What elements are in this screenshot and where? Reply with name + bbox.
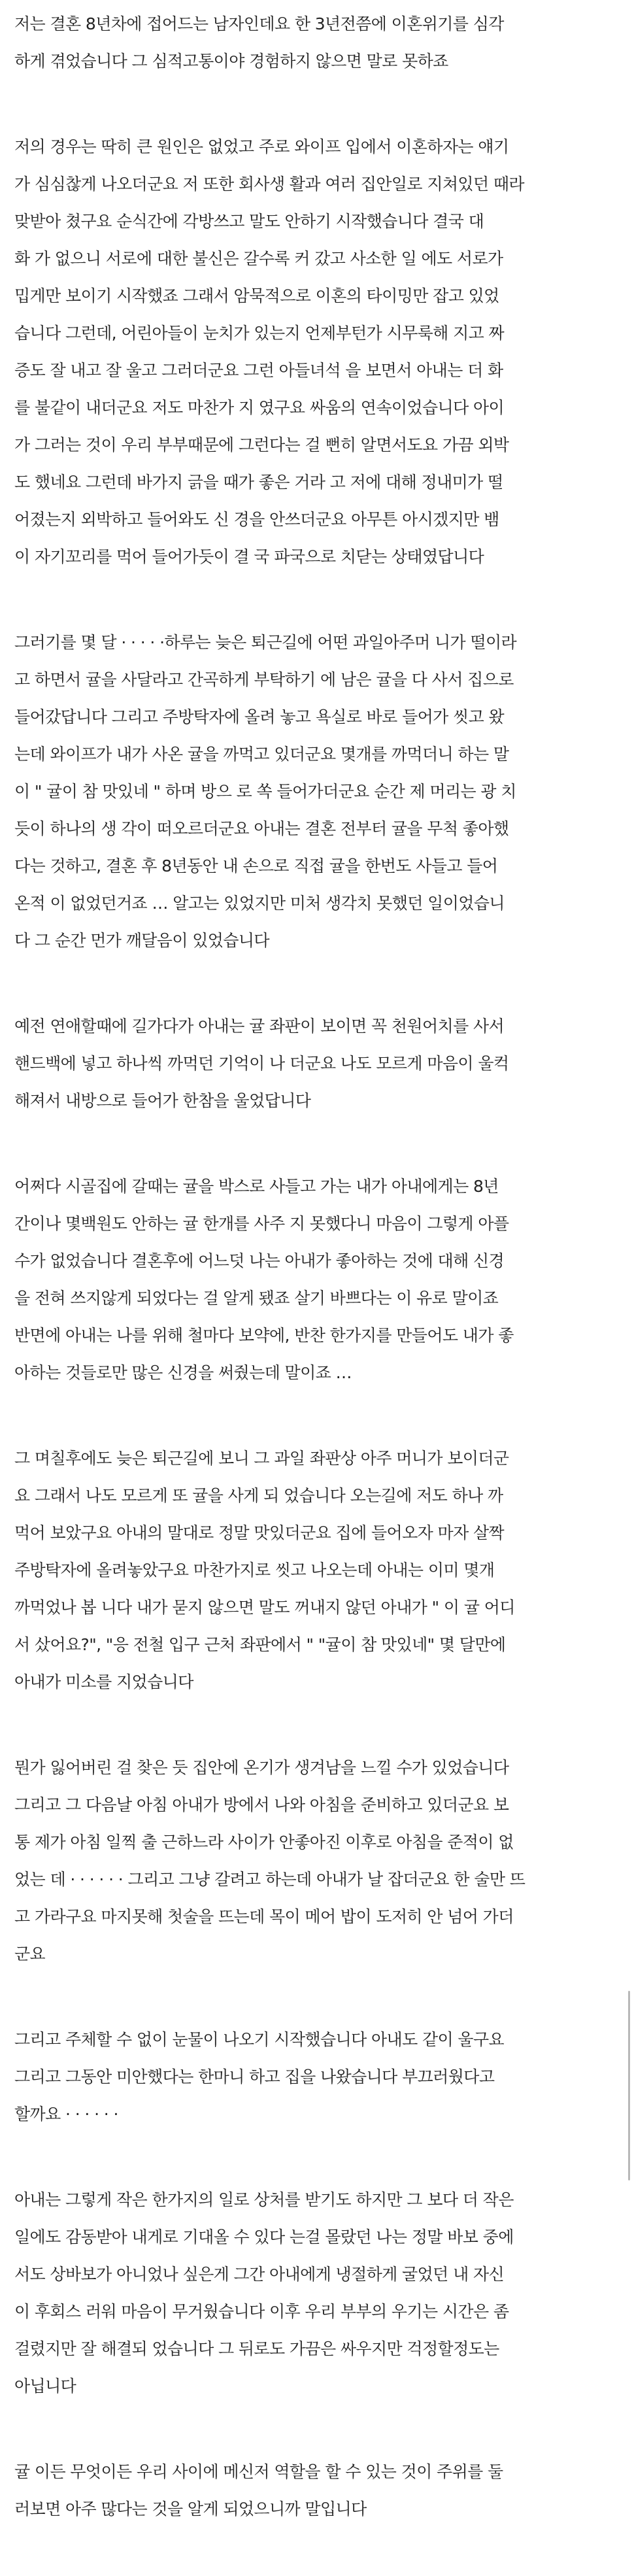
text-line: 어쩌다 시골집에 갈때는 귤을 박스로 사들고 가는 내가 아내에게는 8년 (14, 1177, 499, 1196)
text-line: 어졌는지 외박하고 들어와도 신 경을 안쓰더군요 아무튼 아시겠지만 뱀 (14, 510, 499, 529)
text-line: 화 가 없으니 서로에 대한 불신은 갈수록 커 갔고 사소한 일 에도 서로가 (14, 249, 503, 268)
text-line: 하게 겪었습니다 그 심적고통이야 경험하지 않으면 말로 못하죠 (14, 52, 448, 71)
text-line: 는데 와이프가 내가 사온 귤을 까먹고 있더군요 몇개를 까먹더니 하는 말 (14, 745, 509, 764)
paragraph-2 (14, 128, 614, 575)
text-line: 그러기를 몇 달 · · · · ·하루는 늦은 퇴근길에 어떤 과일아주머 니가 떨이라 (14, 633, 517, 652)
paragraph-7 (14, 1749, 614, 1973)
paragraph-4 (14, 1008, 614, 1119)
text-line: 간이나 몇백원도 안하는 귤 한개를 사주 지 못했다니 마음이 그렇게 아플 (14, 1214, 509, 1233)
text-line: 그리고 그 다음날 아침 아내가 방에서 나와 아침을 준비하고 있더군요 보 (14, 1795, 509, 1814)
text-line: 을 전혀 쓰지않게 되었다는 걸 알게 됐죠 살기 바쁘다는 이 유로 말이죠 (14, 1289, 499, 1308)
text-line: 걸렸지만 잘 해결되 었습니다 그 뒤로도 가끔은 싸우지만 걱정할정도는 (14, 2339, 499, 2358)
text-line: 고 하면서 귤을 사달라고 간곡하게 부탁하기 에 남은 귤을 다 사서 집으로 (14, 670, 514, 689)
text-line: 아내는 그렇게 작은 한가지의 일로 상처를 받기도 하지만 그 보다 더 작은 (14, 2190, 514, 2209)
text-line: 맞받아 쳤구요 순식간에 각방쓰고 말도 안하기 시작했습니다 결국 대 (14, 212, 484, 231)
text-line: 요 그래서 나도 모르게 또 귤을 사게 되 었습니다 오는길에 저도 하나 까 (14, 1486, 503, 1505)
text-line: 온적 이 없었던거죠 … 알고는 있었지만 미처 생각치 못했던 일이었습니 (14, 894, 505, 913)
text-line: 듯이 하나의 생 각이 떠오르더군요 아내는 결혼 전부터 귤을 무척 좋아했 (14, 819, 509, 838)
text-line: 아닙니다 (14, 2377, 76, 2396)
text-line: 그리고 그동안 미안했다는 한마니 하고 집을 나왔습니다 부끄러웠다고 (14, 2067, 495, 2086)
text-line: 저의 경우는 딱히 큰 원인은 없었고 주로 와이프 입에서 이혼하자는 얘기 (14, 137, 509, 156)
paragraph-9 (14, 2181, 614, 2405)
text-line: 해져서 내방으로 들어가 한참을 울었답니다 (14, 1091, 311, 1110)
paragraph-10 (14, 2453, 614, 2528)
text-line: 도 했네요 그런데 바가지 긁을 때가 좋은 거라 고 저에 대해 정내미가 떨 (14, 473, 503, 492)
vertical-scrollbar[interactable] (627, 0, 634, 2350)
text-line: 통 제가 아침 일찍 출 근하느라 사이가 안좋아진 이후로 아침을 준적이 없 (14, 1833, 514, 1852)
text-line: 주방탁자에 올려놓았구요 마찬가지로 씻고 나오는데 아내는 이미 몇개 (14, 1561, 495, 1580)
text-line: 다 그 순간 먼가 깨달음이 있었습니다 (14, 931, 269, 950)
text-line: 습니다 그런데, 어린아들이 눈치가 있는지 언제부턴가 시무룩해 지고 짜 (14, 324, 505, 343)
text-line: 를 불같이 내더군요 저도 마찬가 지 였구요 싸움의 연속이었습니다 아이 (14, 398, 505, 417)
text-line: 예전 연애할때에 길가다가 아내는 귤 좌판이 보이면 꼭 천원어치를 사서 (14, 1017, 505, 1036)
text-line: 아내가 미소를 지었습니다 (14, 1672, 193, 1691)
text-line: 밉게만 보이기 시작했죠 그래서 암묵적으로 이혼의 타이밍만 잡고 있었 (14, 286, 499, 305)
text-line: 그 며칠후에도 늦은 퇴근길에 보니 그 과일 좌판상 아주 머니가 보이더군 (14, 1449, 509, 1468)
text-line: 뭔가 잃어버린 걸 찾은 듯 집안에 온기가 생겨남을 느낄 수가 있었습니다 (14, 1758, 509, 1777)
text-line: 서 샀어요?", "응 전철 입구 근처 좌판에서 " "귤이 참 맛있네" 몇 달만에 (14, 1635, 506, 1654)
text-line: 이 " 귤이 참 맛있네 " 하며 방으 로 쏙 들어가더군요 순간 제 머리는 광 치 (14, 782, 516, 801)
text-line: 고 가라구요 마지못해 첫술을 뜨는데 목이 메어 밥이 도저히 안 넘어 가더 (14, 1907, 514, 1926)
paragraph-8 (14, 2021, 614, 2133)
text-line: 반면에 아내는 나를 위해 철마다 보약에, 반찬 한가지를 만들어도 내가 좋 (14, 1326, 514, 1345)
text-line: 서도 상바보가 아니었나 싶은게 그간 아내에게 냉절하게 굴었던 내 자신 (14, 2265, 505, 2284)
text-line: 다는 것하고, 결혼 후 8년동안 내 손으로 직접 귤을 한번도 사들고 들어 (14, 856, 498, 875)
paragraph-6 (14, 1440, 614, 1701)
text-line: 러보면 아주 많다는 것을 알게 되었으니까 말입니다 (14, 2500, 367, 2518)
text-line: 었는 데 · · · · · · 그리고 그냥 갈려고 하는데 아내가 날 잡더군요 한 술만 뜨 (14, 1870, 526, 1889)
article-body (14, 5, 614, 2576)
text-line: 군요 (14, 1944, 46, 1963)
text-line: 일에도 감동받아 내게로 기대올 수 있다 는걸 몰랐던 나는 정말 바보 중에 (14, 2228, 514, 2246)
text-line: 귤 이든 무엇이든 우리 사이에 메신저 역할을 할 수 있는 것이 주위를 둘 (14, 2462, 503, 2481)
text-line: 수가 없었습니다 결혼후에 어느덧 나는 아내가 좋아하는 것에 대해 신경 (14, 1251, 505, 1270)
text-line: 할까요 · · · · · · (14, 2105, 118, 2124)
paragraph-1 (14, 5, 614, 80)
text-line: 그리고 주체할 수 없이 눈물이 나오기 시작했습니다 아내도 같이 울구요 (14, 2030, 505, 2049)
text-line: 증도 잘 내고 잘 울고 그러더군요 그런 아들녀석 을 보면서 아내는 더 화 (14, 361, 503, 380)
paragraph-3 (14, 624, 614, 959)
text-line: 이 후회스 러워 마음이 무거웠습니다 이후 우리 부부의 우기는 시간은 좀 (14, 2302, 509, 2321)
paragraph-5 (14, 1168, 614, 1391)
text-line: 핸드백에 넣고 하나씩 까먹던 기억이 나 더군요 나도 모르게 마음이 울컥 (14, 1054, 509, 1073)
text-line: 저는 결혼 8년차에 접어드는 남자인데요 한 3년전쯤에 이혼위기를 심각 (14, 14, 504, 33)
text-line: 까먹었나 봅 니다 내가 묻지 않으면 말도 꺼내지 않던 아내가 " 이 귤 어디 (14, 1598, 515, 1617)
text-line: 아하는 것들로만 많은 신경을 써줬는데 말이죠 … (14, 1363, 352, 1382)
text-line: 가 그러는 것이 우리 부부때문에 그런다는 걸 뻔히 알면서도요 가끔 외박 (14, 435, 509, 454)
text-line: 들어갔답니다 그리고 주방탁자에 올려 놓고 욕실로 바로 들어가 씻고 왔 (14, 707, 505, 726)
scrollbar-thumb[interactable] (628, 1991, 630, 2180)
text-line: 먹어 보았구요 아내의 말대로 정말 맛있더군요 집에 들어오자 마자 살짝 (14, 1523, 505, 1542)
text-line: 이 자기꼬리를 먹어 들어가듯이 결 국 파국으로 치닫는 상태였답니다 (14, 547, 484, 566)
text-line: 가 심심찮게 나오더군요 저 또한 회사생 활과 여러 집안일로 지쳐있던 때라 (14, 175, 524, 194)
